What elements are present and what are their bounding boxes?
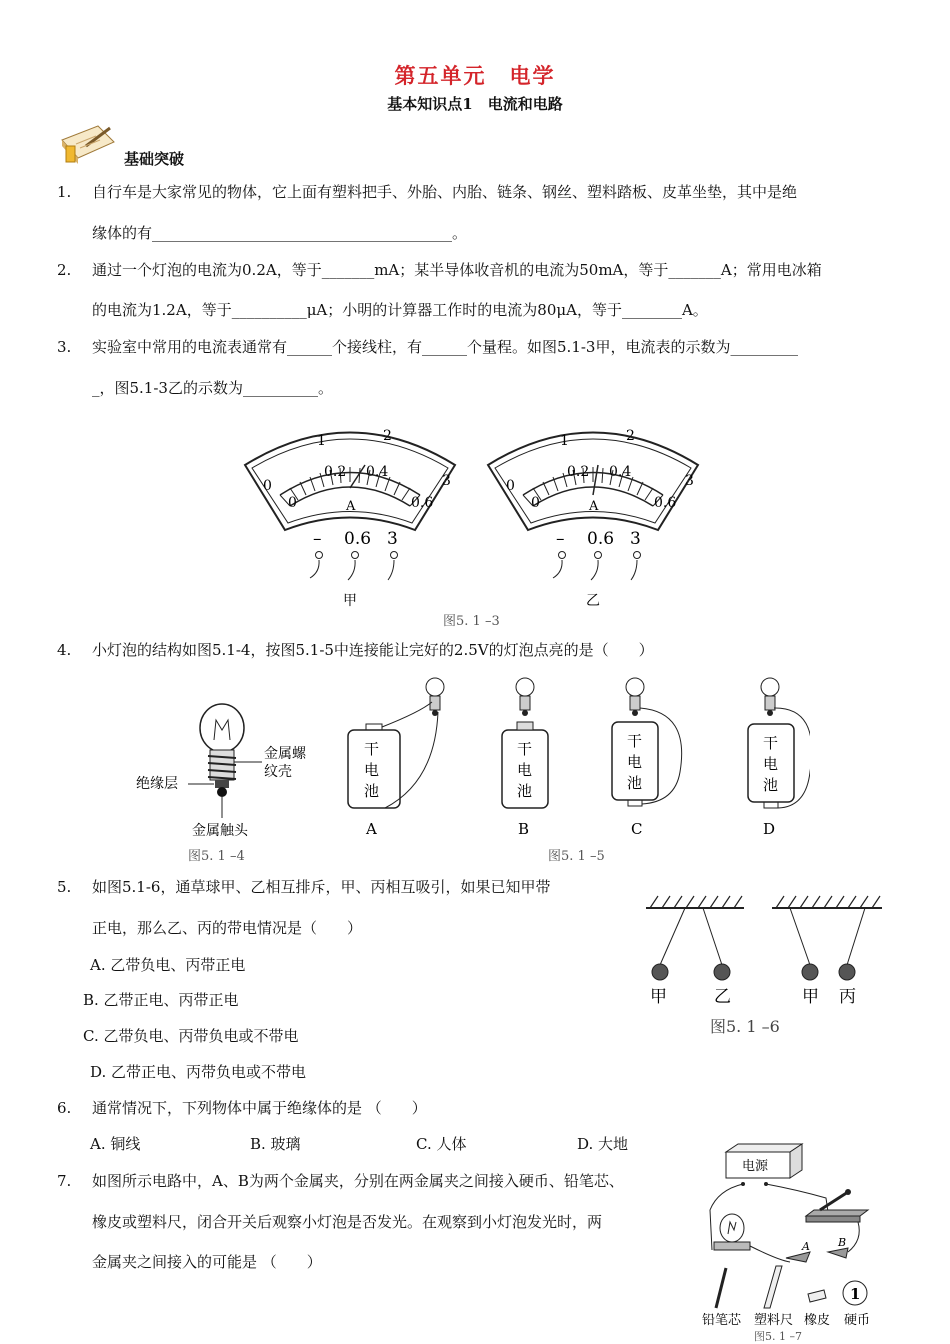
q5-option-c: C. 乙带负电、丙带负电或不带电 <box>83 1027 299 1045</box>
svg-text:电: 电 <box>364 761 380 779</box>
item-coin: 硬币 <box>844 1313 871 1328</box>
label-metal-shell-1: 金属螺 <box>264 746 306 762</box>
svg-text:干: 干 <box>763 734 779 752</box>
q6-number: 6. <box>57 1099 72 1117</box>
svg-text:干: 干 <box>364 740 380 758</box>
label-ball-bing: 丙 <box>839 987 856 1007</box>
scale-bottom-0.4: 0.4 <box>366 464 389 480</box>
svg-text:–: – <box>556 529 565 549</box>
ball-jia-1 <box>652 964 668 980</box>
item-plastic-ruler: 塑料尺 <box>754 1313 794 1328</box>
option-a-label: A <box>366 820 377 838</box>
fig517-caption: 图5. 1 –7 <box>754 1330 802 1343</box>
q5-option-b: B. 乙带正电、丙带正电 <box>83 991 239 1009</box>
q6-option-d: D. 大地 <box>577 1135 629 1153</box>
svg-text:0: 0 <box>506 478 515 494</box>
q6-option-b: B. 玻璃 <box>250 1135 301 1153</box>
svg-text:0.6: 0.6 <box>654 495 677 511</box>
label-metal-contact: 金属触头 <box>192 823 248 839</box>
coin-value: 1 <box>850 1285 861 1303</box>
item-eraser: 橡皮 <box>804 1313 831 1328</box>
terminal-3: 3 <box>387 529 398 549</box>
eraser <box>808 1290 826 1302</box>
q4-number: 4. <box>57 641 72 659</box>
svg-text:0.6: 0.6 <box>587 529 615 549</box>
fig516-caption: 图5. 1 –6 <box>710 1017 780 1036</box>
svg-text:1: 1 <box>560 433 569 449</box>
q7-line1: 如图所示电路中，A、B为两个金属夹，分别在两金属夹之间接入硬币、铅笔芯、 <box>92 1172 624 1190</box>
svg-text:池: 池 <box>627 774 643 792</box>
label-insulation: 绝缘层 <box>136 776 178 792</box>
clip-b-label: B <box>838 1236 847 1249</box>
q3-number: 3. <box>57 338 72 356</box>
ammeter-right <box>488 428 698 609</box>
ball-yi <box>714 964 730 980</box>
item-pencil-lead: 铅笔芯 <box>702 1313 742 1328</box>
option-c-label: C <box>631 820 643 838</box>
scale-top-1: 1 <box>317 433 326 449</box>
q2-line1: 通过一个灯泡的电流为0.2A，等于_______mA；某半导体收音机的电流为50mA，等于_______A；常用电冰箱 <box>92 261 822 279</box>
svg-text:0.4: 0.4 <box>609 464 632 480</box>
q5-line1: 如图5.1-6，通草球甲、乙相互排斥，甲、丙相互吸引，如果已知甲带 <box>92 878 551 896</box>
scale-top-2: 2 <box>383 428 392 444</box>
q6-text: 通常情况下，下列物体中属于绝缘体的是 （ ） <box>92 1099 427 1117</box>
q5-number: 5. <box>57 878 72 896</box>
svg-text:电: 电 <box>517 761 533 779</box>
scale-top-0: 0 <box>263 478 272 494</box>
circuit-options-figure <box>340 672 810 870</box>
ball-jia-2 <box>802 964 818 980</box>
svg-text:3: 3 <box>685 473 694 489</box>
svg-text:3: 3 <box>630 529 641 549</box>
svg-text:池: 池 <box>517 782 533 800</box>
fig513-caption: 图5. 1 –3 <box>443 614 500 629</box>
q2-line2: 的电流为1.2A，等于__________μA；小明的计算器工作时的电流为80μA，等于________A。 <box>92 301 708 319</box>
q5-line2: 正电，那么乙、丙的带电情况是（ ） <box>92 919 363 937</box>
option-a-circuit <box>348 678 444 838</box>
q6-option-a: A. 铜线 <box>90 1135 141 1153</box>
svg-text:0: 0 <box>531 495 540 511</box>
q1-line2: 缘体的有________________________________________。 <box>92 224 468 242</box>
test-circuit-figure <box>698 1140 888 1344</box>
ball-bing <box>839 964 855 980</box>
pith-balls-figure <box>640 890 890 1040</box>
option-c-circuit <box>612 678 682 838</box>
q5-option-d: D. 乙带正电、丙带负电或不带电 <box>90 1063 307 1081</box>
q3-line2: _，图5.1-3乙的示数为__________。 <box>92 379 333 397</box>
option-b-label: B <box>518 820 530 838</box>
q6-option-c: C. 人体 <box>416 1135 467 1153</box>
label-ball-yi: 乙 <box>714 987 731 1007</box>
svg-text:干: 干 <box>627 732 643 750</box>
scale-bottom-0.2: 0.2 <box>324 464 347 480</box>
scale-top-3: 3 <box>442 473 451 489</box>
terminal-0.6: 0.6 <box>344 529 372 549</box>
clip-a-label: A <box>802 1240 810 1253</box>
ammeter-left <box>245 428 455 609</box>
scale-bottom-0.6: 0.6 <box>411 495 434 511</box>
svg-text:A: A <box>589 499 599 514</box>
unit-title: 第五单元 电学 <box>394 63 556 88</box>
svg-text:电: 电 <box>627 753 643 771</box>
svg-text:电: 电 <box>763 755 779 773</box>
q5-option-a: A. 乙带负电、丙带正电 <box>90 956 246 974</box>
notebook-pencil-icon <box>56 118 118 166</box>
svg-text:2: 2 <box>626 428 635 444</box>
plastic-ruler <box>764 1266 782 1308</box>
q2-number: 2. <box>57 261 72 279</box>
q7-line3: 金属夹之间接入的可能是 （ ） <box>92 1253 322 1271</box>
svg-text:0.2: 0.2 <box>567 464 590 480</box>
power-supply-label: 电源 <box>742 1159 769 1174</box>
q3-line1: 实验室中常用的电流表通常有______个接线柱，有______个量程。如图5.1-3甲，电流表的示数为_________ <box>92 338 798 356</box>
section-heading: 基础突破 <box>124 150 185 168</box>
label-jia: 甲 <box>343 593 357 609</box>
option-d-circuit <box>748 678 810 838</box>
q7-number: 7. <box>57 1172 72 1190</box>
label-metal-shell-2: 纹壳 <box>264 764 292 780</box>
label-yi: 乙 <box>586 593 600 609</box>
option-b-circuit <box>502 678 548 838</box>
ammeter-figure <box>230 410 720 630</box>
scale-bottom-0: 0 <box>288 495 297 511</box>
svg-text:池: 池 <box>364 782 380 800</box>
fig514-caption: 图5. 1 –4 <box>188 849 245 864</box>
bulb-structure-figure <box>130 700 320 870</box>
lesson-subtitle: 基本知识点1 电流和电路 <box>387 95 563 113</box>
svg-text:干: 干 <box>517 740 533 758</box>
q7-line2: 橡皮或塑料尺，闭合开关后观察小灯泡是否发光。在观察到小灯泡发光时，两 <box>92 1213 603 1231</box>
label-ball-jia-2: 甲 <box>802 987 819 1007</box>
q4-text: 小灯泡的结构如图5.1-4，按图5.1-5中连接能让完好的2.5V的灯泡点亮的是（ ） <box>92 641 654 659</box>
q1-line1: 自行车是大家常见的物体，它上面有塑料把手、外胎、内胎、链条、钢丝、塑料踏板、皮革坐垫，其中是绝 <box>92 183 798 201</box>
terminal-minus: – <box>313 529 322 549</box>
svg-text:池: 池 <box>763 776 779 794</box>
fig515-caption: 图5. 1 –5 <box>548 849 605 864</box>
q1-number: 1. <box>57 183 72 201</box>
option-d-label: D <box>763 820 776 838</box>
label-ball-jia-1: 甲 <box>650 987 667 1007</box>
pencil-lead <box>716 1268 726 1308</box>
unit-label: A <box>346 499 356 514</box>
